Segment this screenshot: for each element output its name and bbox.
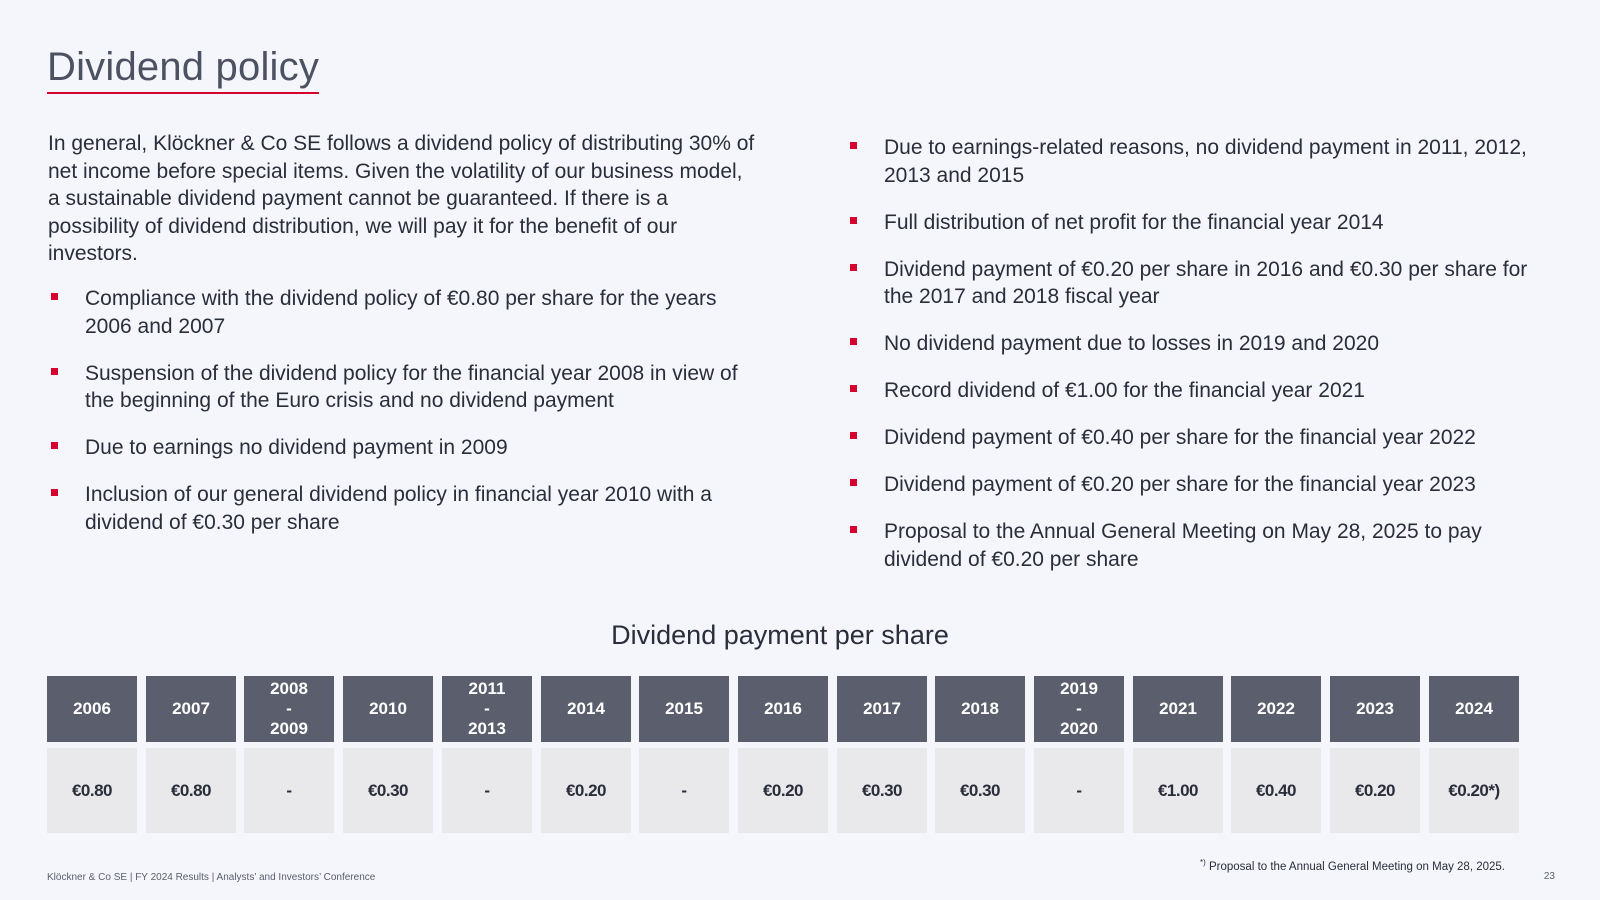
year-header-cell: 2021 [1133, 676, 1223, 742]
year-header-cell: 2011 - 2013 [442, 676, 532, 742]
dividend-value-cell: - [244, 748, 334, 833]
footnote [1200, 858, 1505, 873]
dividend-value-cell: - [1034, 748, 1124, 833]
bullet-item [847, 377, 1537, 405]
year-header-cell: 2017 [837, 676, 927, 742]
bullet-square-icon [51, 442, 58, 449]
dividend-value-cell: €0.20*) [1429, 748, 1519, 833]
bullet-text: Due to earnings no dividend payment in 2009 [85, 436, 508, 459]
year-header-cell: 2022 [1231, 676, 1321, 742]
bullet-item [48, 285, 758, 340]
dividend-value-cell: €0.80 [47, 748, 137, 833]
year-header-cell: 2024 [1429, 676, 1519, 742]
bullet-item [48, 481, 758, 536]
bullet-text: Dividend payment of €0.20 per share in 2016 and €0.30 per share for the 2017 and 2018 fiscal year [884, 257, 1528, 308]
bullet-square-icon [850, 142, 857, 149]
bullet-text: Inclusion of our general dividend policy in financial year 2010 with a dividend of €0.30 per share [85, 483, 712, 534]
bullet-square-icon [850, 385, 857, 392]
year-header-cell: 2019 - 2020 [1034, 676, 1124, 742]
year-header-cell: 2015 [639, 676, 729, 742]
bullet-square-icon [850, 338, 857, 345]
bullet-item [847, 424, 1537, 452]
dividend-value-cell: €0.80 [146, 748, 236, 833]
page-title: Dividend policy [47, 44, 319, 94]
bullet-square-icon [51, 489, 58, 496]
bullet-square-icon [51, 293, 58, 300]
dividend-value-cell: - [639, 748, 729, 833]
year-header-cell: 2014 [541, 676, 631, 742]
dividend-value-cell: - [442, 748, 532, 833]
left-bullet-list [48, 285, 758, 556]
bullet-square-icon [850, 432, 857, 439]
bullet-item [847, 471, 1537, 499]
year-header-cell: 2016 [738, 676, 828, 742]
year-header-cell: 2006 [47, 676, 137, 742]
dividend-value-cell: €0.20 [541, 748, 631, 833]
page-number: 23 [1543, 871, 1555, 882]
bullet-text: Full distribution of net profit for the financial year 2014 [884, 210, 1384, 234]
bullet-item [847, 256, 1537, 311]
bullet-square-icon [850, 479, 857, 486]
bullet-item [847, 134, 1537, 189]
bullet-text: Compliance with the dividend policy of €0.80 per share for the years 2006 and 2007 [85, 287, 717, 338]
footnote-text: Proposal to the Annual General Meeting on May 28, 2025. [1205, 860, 1505, 873]
year-header-cell: 2023 [1330, 676, 1420, 742]
dividend-value-cell: €1.00 [1133, 748, 1223, 833]
bullet-square-icon [850, 264, 857, 271]
right-bullet-list [847, 134, 1537, 593]
bullet-text: Dividend payment of €0.20 per share for the financial year 2023 [884, 473, 1476, 496]
year-header-cell: 2010 [343, 676, 433, 742]
chart-title: Dividend payment per share [611, 620, 949, 650]
bullet-text: Record dividend of €1.00 for the financial year 2021 [884, 379, 1365, 402]
bullet-item [847, 209, 1537, 237]
year-header-cell: 2008 - 2009 [244, 676, 334, 742]
bullet-text: Due to earnings-related reasons, no dividend payment in 2011, 2012, 2013 and 2015 [884, 136, 1527, 187]
bullet-item [48, 360, 758, 415]
dividend-value-cell: €0.20 [1330, 748, 1420, 833]
dividend-value-cell: €0.30 [935, 748, 1025, 833]
bullet-item [847, 518, 1537, 573]
footer-text: Klöckner & Co SE | FY 2024 Results | Analysts’ and Investors’ Conference [47, 872, 376, 883]
bullet-item [48, 434, 758, 462]
dividend-value-cell: €0.30 [343, 748, 433, 833]
year-header-cell: 2007 [146, 676, 236, 742]
bullet-square-icon [51, 368, 58, 375]
dividend-value-cell: €0.20 [738, 748, 828, 833]
bullet-text: Dividend payment of €0.40 per share for the financial year 2022 [884, 426, 1476, 449]
bullet-text: Suspension of the dividend policy for the financial year 2008 in view of the beginning of the Euro crisis and no dividend payment [85, 361, 738, 412]
bullet-square-icon [850, 526, 857, 533]
year-header-cell: 2018 [935, 676, 1025, 742]
bullet-item [847, 330, 1537, 358]
intro-paragraph: In general, Klöckner & Co SE follows a dividend policy of distributing 30% of net income before special items. Given the volatility of our business model, a sustainable dividend payment cannot be guaranteed. If there is a possibility of dividend distribution, we will pay it for the benefit of our investors. [48, 132, 755, 265]
dividend-value-cell: €0.40 [1231, 748, 1321, 833]
bullet-text: No dividend payment due to losses in 2019 and 2020 [884, 332, 1380, 355]
footnote-marker: *) [1200, 858, 1206, 867]
bullet-text: Proposal to the Annual General Meeting on May 28, 2025 to pay dividend of €0.20 per share [884, 520, 1482, 571]
dividend-value-cell: €0.30 [837, 748, 927, 833]
bullet-square-icon [850, 217, 857, 224]
